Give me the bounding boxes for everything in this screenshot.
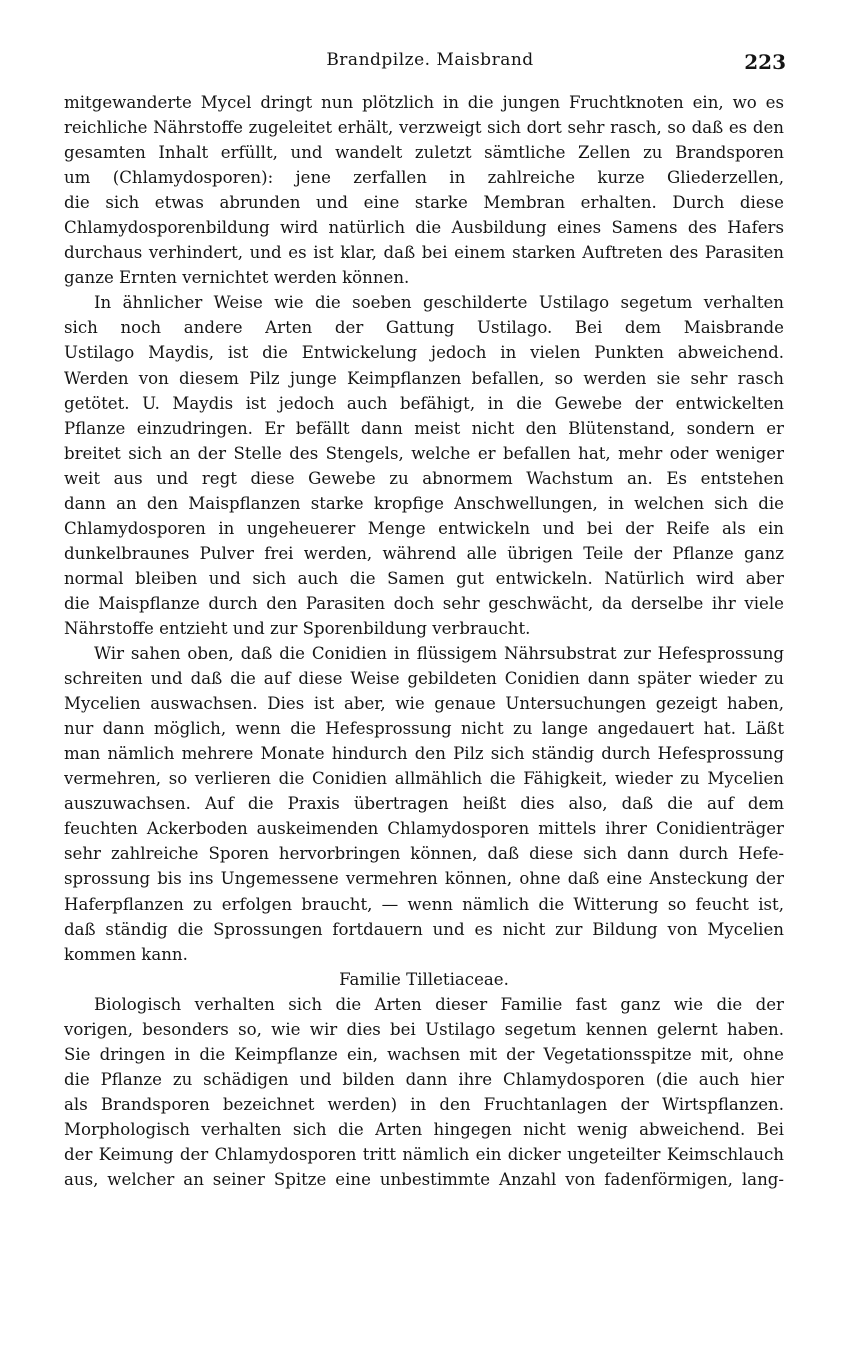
text-line: aus, welcher an seiner Spitze eine unbestimmte Anzahl von fadenförmigen, lang-	[64, 1170, 784, 1190]
text-line: als Brandsporen bezeichnet werden) in den Fruchtanlagen der Wirtspflanzen.	[64, 1094, 784, 1114]
text-line: Morphologisch verhalten sich die Arten hingegen nicht wenig abweichend. Bei	[64, 1119, 784, 1139]
text-line: Biologisch verhalten sich die Arten dieser Familie fast ganz wie die der	[94, 994, 784, 1014]
page-number: 223	[744, 50, 786, 74]
text-line: weit aus und regt diese Gewebe zu abnormem Wachstum an. Es entstehen	[64, 468, 784, 488]
text-line: schreiten und daß die auf diese Weise gebildeten Conidien dann später wieder zu	[64, 669, 784, 689]
text-line: sich noch andere Arten der Gattung Ustilago. Bei dem Maisbrande	[64, 318, 784, 338]
text-line: durchaus verhindert, und es ist klar, daß bei einem starken Auftreten des Parasiten	[64, 243, 784, 263]
text-line: daß ständig die Sprossungen fortdauern und es nicht zur Bildung von Mycelien	[64, 919, 784, 939]
text-line: dann an den Maispflanzen starke kropfige Anschwellungen, in welchen sich die	[64, 493, 784, 513]
text-line: Chlamydosporen in ungeheuerer Menge entwickeln und bei der Reife als ein	[64, 518, 784, 538]
text-line: sehr zahlreiche Sporen hervorbringen können, daß diese sich dann durch Hefe-	[64, 844, 784, 864]
text-line: man nämlich mehrere Monate hindurch den Pilz sich ständig durch Hefesprossung	[64, 744, 784, 764]
section-heading: Familie Tilletiaceae.	[339, 969, 509, 989]
text-line: getötet. U. Maydis ist jedoch auch befähigt, in die Gewebe der entwickelten	[64, 393, 784, 413]
text-line: In ähnlicher Weise wie die soeben geschilderte Ustilago segetum verhalten	[94, 293, 784, 313]
text-line: Nährstoffe entzieht und zur Sporenbildung verbraucht.	[64, 618, 531, 638]
text-line: vermehren, so verlieren die Conidien allmählich die Fähigkeit, wieder zu Mycelien	[64, 769, 784, 789]
text-line: breitet sich an der Stelle des Stengels, welche er befallen hat, mehr oder weniger	[64, 443, 784, 463]
text-line: auszuwachsen. Auf die Praxis übertragen heißt dies also, daß die auf dem	[64, 794, 784, 814]
text-line: dunkelbraunes Pulver frei werden, während alle übrigen Teile der Pflanze ganz	[64, 543, 784, 563]
text-line: Mycelien auswachsen. Dies ist aber, wie genaue Untersuchungen gezeigt haben,	[64, 694, 784, 714]
text-line: die sich etwas abrunden und eine starke Membran erhalten. Durch diese	[64, 193, 784, 213]
text-line: sprossung bis ins Ungemessene vermehren können, ohne daß eine Ansteckung der	[64, 869, 784, 889]
text-line: mitgewanderte Mycel dringt nun plötzlich in die jungen Fruchtknoten ein, wo es	[64, 93, 784, 112]
text-line: Sie dringen in die Keimpflanze ein, wachsen mit der Vegetationsspitze mit, ohne	[64, 1044, 784, 1064]
text-line: Werden von diesem Pilz junge Keimpflanzen befallen, so werden sie sehr rasch	[64, 368, 784, 388]
body-text	[64, 90, 784, 1192]
text-line: kommen kann.	[64, 944, 188, 964]
text-line: vorigen, besonders so, wie wir dies bei Ustilago segetum kennen gelernt haben.	[64, 1019, 784, 1039]
text-line: feuchten Ackerboden auskeimenden Chlamydosporen mittels ihrer Conidienträger	[64, 819, 784, 839]
text-line: ganze Ernten vernichtet werden können.	[64, 268, 410, 288]
text-line: um (Chlamydosporen): jene zerfallen in zahlreiche kurze Gliederzellen,	[64, 168, 784, 188]
text-line: Pflanze einzudringen. Er befällt dann meist nicht den Blütenstand, sondern er	[64, 418, 784, 438]
text-line: reichliche Nährstoffe zugeleitet erhält, verzweigt sich dort sehr rasch, so daß es den	[64, 118, 784, 138]
text-line: normal bleiben und sich auch die Samen gut entwickeln. Natürlich wird aber	[64, 568, 784, 588]
running-head: Brandpilze. Maisbrand	[326, 50, 534, 70]
text-line: gesamten Inhalt erfüllt, und wandelt zuletzt sämtliche Zellen zu Brandsporen	[64, 143, 784, 163]
text-line: Wir sahen oben, daß die Conidien in flüssigem Nährsubstrat zur Hefesprossung	[94, 644, 784, 664]
text-line: die Maispflanze durch den Parasiten doch sehr geschwächt, da derselbe ihr viele	[64, 593, 784, 613]
text-line: Ustilago Maydis, ist die Entwickelung jedoch in vielen Punkten abweichend.	[64, 343, 784, 363]
text-line: die Pflanze zu schädigen und bilden dann ihre Chlamydosporen (die auch hier	[64, 1069, 784, 1089]
text-line: nur dann möglich, wenn die Hefesprossung nicht zu lange angedauert hat. Läßt	[64, 719, 784, 739]
text-line: der Keimung der Chlamydosporen tritt nämlich ein dicker ungeteilter Keimschlauch	[64, 1144, 784, 1164]
text-line: Haferpflanzen zu erfolgen braucht, — wenn nämlich die Witterung so feucht ist,	[64, 894, 784, 914]
text-line: Chlamydosporenbildung wird natürlich die Ausbildung eines Samens des Hafers	[64, 218, 784, 238]
